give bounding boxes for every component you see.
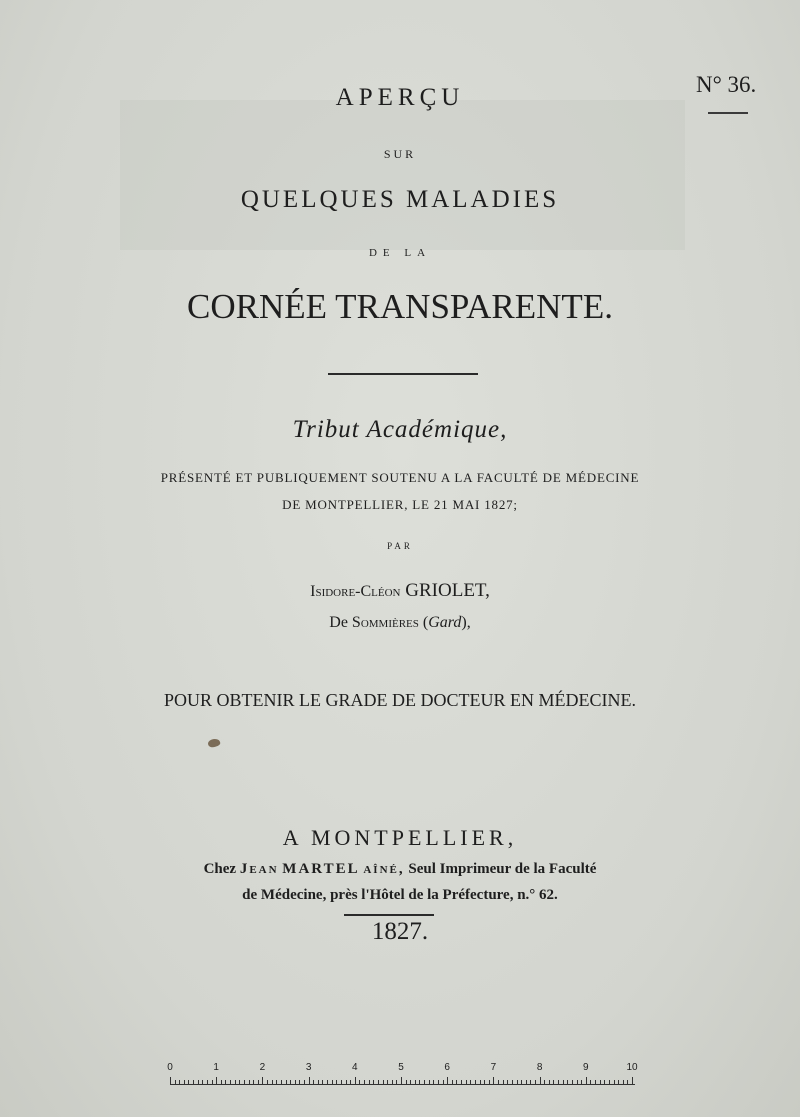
scale-tick [632, 1077, 633, 1084]
scale-tick [553, 1080, 554, 1084]
scale-tick [179, 1080, 180, 1084]
scale-tick [359, 1080, 360, 1084]
scale-tick [406, 1080, 407, 1084]
scale-tick [517, 1080, 518, 1084]
scale-tick [244, 1080, 245, 1084]
origin-dept: Gard [428, 614, 462, 631]
scale-tick [272, 1080, 273, 1084]
scale-tick [341, 1080, 342, 1084]
scale-label: 10 [626, 1062, 638, 1073]
scale-tick [507, 1080, 508, 1084]
scale-tick [586, 1077, 587, 1084]
purpose: POUR OBTENIR LE GRADE DE DOCTEUR EN MÉDECINE. [164, 690, 636, 710]
scale-tick [549, 1080, 550, 1084]
scale-tick [212, 1080, 213, 1084]
scale-tick [503, 1080, 504, 1084]
scale-tick [526, 1080, 527, 1084]
title-de-la: DE LA [368, 247, 432, 259]
scale-tick [623, 1080, 624, 1084]
scale-tick [290, 1080, 291, 1084]
scale-tick [392, 1080, 393, 1084]
scale-tick [188, 1080, 189, 1084]
imprint-line-2: de Médecine, près l'Hôtel de la Préfecture, n.° 62. [242, 887, 558, 903]
author-name [0, 580, 800, 602]
scale-tick [387, 1080, 388, 1084]
bleed-through-shadow [120, 100, 685, 250]
scale-tick [475, 1080, 476, 1084]
scale-tick [456, 1080, 457, 1084]
scale-tick [396, 1080, 397, 1084]
imprint-line-1 [0, 861, 800, 878]
scale-tick [438, 1080, 439, 1084]
origin-place: Sommières [351, 614, 419, 631]
scale-tick [239, 1080, 240, 1084]
scale-label: 2 [259, 1062, 266, 1073]
scale-tick [558, 1080, 559, 1084]
scale-label: 4 [352, 1062, 358, 1073]
scale-tick [369, 1080, 370, 1084]
scale-tick [346, 1080, 347, 1084]
scale-tick [322, 1080, 323, 1084]
scale-tick [466, 1080, 467, 1084]
scale-tick [567, 1080, 568, 1084]
scale-tick [378, 1080, 379, 1084]
scale-tick [253, 1080, 254, 1084]
scale-tick [309, 1077, 310, 1084]
scale-label: 0 [167, 1062, 173, 1073]
scale-tick [225, 1080, 226, 1084]
scale-tick [355, 1077, 356, 1084]
scale-tick [433, 1080, 434, 1084]
scale-tick [443, 1080, 444, 1084]
scale-tick [563, 1080, 564, 1084]
scale-tick [521, 1080, 522, 1084]
scale-tick [313, 1080, 314, 1084]
presented-line-1: PRÉSENTÉ ET PUBLIQUEMENT SOUTENU A LA FACULTÉ DE MÉDECINE [160, 470, 640, 485]
imprint-chez: Chez [203, 861, 237, 877]
scale-tick [498, 1080, 499, 1084]
title-sur: SUR [383, 147, 417, 161]
scale-tick [544, 1080, 545, 1084]
scale-tick [572, 1080, 573, 1084]
scale-tick [604, 1080, 605, 1084]
scale-tick [595, 1080, 596, 1084]
scale-tick [489, 1080, 490, 1084]
imprint-printer-last: MARTEL [282, 861, 360, 877]
author-first-name: Isidore-Cléon [310, 583, 401, 600]
scale-tick [235, 1080, 236, 1084]
scale-baseline [170, 1084, 635, 1085]
scale-tick [600, 1080, 601, 1084]
scale-tick [581, 1080, 582, 1084]
scale-tick [493, 1077, 494, 1084]
paper-stain [207, 737, 221, 749]
scale-tick [577, 1080, 578, 1084]
title-divider [328, 373, 478, 375]
scale-tick [540, 1077, 541, 1084]
scale-tick [452, 1080, 453, 1084]
scale-tick [470, 1080, 471, 1084]
scale-tick [336, 1080, 337, 1084]
author-last-name: GRIOLET, [405, 580, 490, 601]
measurement-scale [167, 1062, 638, 1096]
scale-tick [170, 1077, 171, 1084]
scale-tick [207, 1080, 208, 1084]
title-aperçu: APERÇU [335, 84, 465, 111]
scale-tick [512, 1080, 513, 1084]
scale-tick [221, 1080, 222, 1084]
scale-tick [401, 1077, 402, 1084]
number-underline [708, 112, 748, 114]
scale-tick [480, 1080, 481, 1084]
year: 1827. [371, 918, 429, 945]
scale-tick [618, 1080, 619, 1084]
scale-tick [216, 1077, 217, 1084]
scale-tick [447, 1077, 448, 1084]
imprint-city: A MONTPELLIER, [282, 825, 518, 850]
scale-tick [295, 1080, 296, 1084]
scale-label: 6 [444, 1062, 450, 1073]
scale-tick [373, 1080, 374, 1084]
scale-label: 9 [583, 1062, 589, 1073]
scale-tick [484, 1080, 485, 1084]
origin-suffix: , [466, 614, 471, 631]
scale-tick [184, 1080, 185, 1084]
scale-tick [198, 1080, 199, 1084]
scale-label: 8 [536, 1062, 543, 1073]
scale-tick [461, 1080, 462, 1084]
scale-tick [267, 1080, 268, 1084]
document-number: N° 36. [696, 72, 757, 97]
scale-tick [590, 1080, 591, 1084]
scale-tick [304, 1080, 305, 1084]
scale-tick [175, 1080, 176, 1084]
scale-tick [193, 1080, 194, 1084]
title-cornee-transparente: CORNÉE TRANSPARENTE. [187, 287, 613, 326]
scale-tick [627, 1080, 628, 1084]
scale-tick [262, 1077, 263, 1084]
imprint-printer-first: Jean [239, 861, 279, 877]
scale-tick [535, 1080, 536, 1084]
scale-tick [429, 1080, 430, 1084]
presented-line-2: DE MONTPELLIER, LE 21 MAI 1827; [282, 497, 518, 512]
scale-tick [286, 1080, 287, 1084]
scale-tick [230, 1080, 231, 1084]
scale-tick [530, 1080, 531, 1084]
scale-tick [318, 1080, 319, 1084]
scale-tick [258, 1080, 259, 1084]
origin-prefix: De [329, 614, 348, 631]
scale-tick [249, 1080, 250, 1084]
scale-tick [281, 1080, 282, 1084]
scale-tick [202, 1080, 203, 1084]
scale-label: 3 [305, 1062, 312, 1073]
scale-label: 5 [398, 1062, 404, 1073]
scale-tick [424, 1080, 425, 1084]
imprint-aine: aîné, [363, 861, 405, 877]
scale-tick [350, 1080, 351, 1084]
title-quelques-maladies: QUELQUES MALADIES [240, 186, 560, 213]
scale-tick [299, 1080, 300, 1084]
scale-label: 7 [490, 1062, 497, 1073]
author-origin: De Sommières (Gard), [329, 614, 471, 631]
par-label: PAR [387, 541, 413, 551]
scale-tick [332, 1080, 333, 1084]
scale-tick [415, 1080, 416, 1084]
scale-tick [609, 1080, 610, 1084]
scale-tick [383, 1080, 384, 1084]
imprint-role: Seul Imprimeur de la Faculté [408, 861, 597, 877]
scale-label: 1 [213, 1062, 219, 1073]
scale-tick [327, 1080, 328, 1084]
scale-tick [419, 1080, 420, 1084]
year-divider [344, 914, 434, 916]
scale-tick [614, 1080, 615, 1084]
scale-tick [410, 1080, 411, 1084]
subtitle: Tribut Académique, [292, 416, 508, 443]
scale-tick [276, 1080, 277, 1084]
scale-tick [364, 1080, 365, 1084]
